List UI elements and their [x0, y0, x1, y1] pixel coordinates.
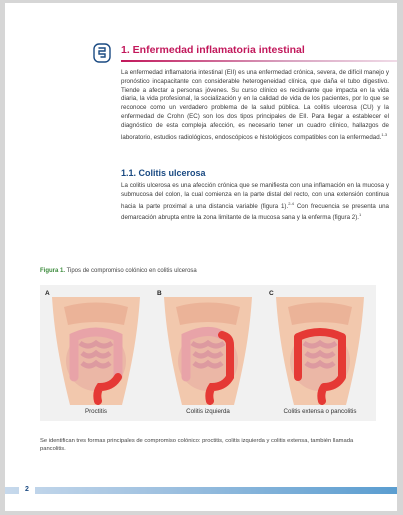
panel-label: Colitis izquierda	[186, 408, 230, 415]
figure-caption	[40, 268, 197, 274]
subsection-title: 1.1. Colitis ulcerosa	[121, 168, 206, 178]
figure-note: Se identifican tres formas principales de compromiso colónico: proctitis, colitis izquierda y colitis extensa, también llamada pancolitis.	[40, 438, 354, 452]
figure-caption-text: Tipos de compromiso colónico en colitis ulcerosa	[65, 268, 197, 274]
colitis-paragraph-text-b: Con frecuencia se presenta una demarcación abrupta entre la zona limitante de la mucosa sana y la enferma (figura 2).	[121, 202, 389, 222]
torso-colon-illustration-proctitis	[44, 297, 148, 405]
intestine-icon	[93, 43, 111, 63]
panel-letter: B	[157, 290, 162, 297]
intro-paragraph	[121, 69, 389, 142]
figure-colitis-types	[40, 285, 376, 421]
reference-superscript-b: 1	[359, 212, 362, 218]
footer-bar	[5, 487, 397, 494]
torso-colon-illustration-pancolitis	[268, 297, 372, 405]
figure-panel-b	[152, 285, 264, 421]
panel-letter: A	[45, 290, 50, 297]
reference-superscript-a: 2-4	[288, 200, 294, 206]
panel-letter: C	[269, 290, 274, 297]
panel-label: Proctitis	[84, 408, 107, 415]
title-rule	[121, 60, 397, 62]
figure-label: Figura 1.	[40, 268, 66, 274]
panel-label: Colitis extensa o pancolitis	[283, 408, 357, 415]
figure-panel-c	[264, 285, 376, 421]
intro-paragraph-text: La enfermedad inflamatoria intestinal (EII) es una enfermedad crónica, severa, de difícil manejo y pronóstico incapacitante con considerable heterogeneidad clínica, que daña el tubo digestivo. Tiende a afectar a personas jóvenes. Su curso clínico es recidivante que impacta en la vida diaria, la vida profesional, la socialización y en la calidad de vida de los pacientes, por lo que se reconoce como un verdadero problema de la salud pública. La colitis ulcerosa (CU) y la enfermedad de Crohn (EC) son los dos tipos principales de EII. Para llegar a establecer el diagnóstico de esta compleja afección, es necesario tener un cuadro clínico, hallazgos de laboratorio, estudios radiológicos, endoscópicos e histológicos compatibles con la enfermedad.	[121, 69, 389, 141]
colitis-paragraph-text-a: La colitis ulcerosa es una afección crónica que se manifiesta con una inflamación en la mucosa y submucosa del colon, la cual comienza en la parte distal del recto, con una extensión continua hacia la parte proximal a una distancia variable (figura 1).	[121, 182, 389, 210]
reference-superscript: 1-3	[381, 131, 388, 137]
torso-colon-illustration-left-colitis	[156, 297, 260, 405]
page-number: 2	[19, 484, 35, 496]
document-page	[5, 3, 397, 511]
section-title: 1. Enfermedad inflamatoria intestinal	[121, 44, 305, 56]
figure-panel-a	[40, 285, 152, 421]
colitis-paragraph	[121, 182, 389, 223]
